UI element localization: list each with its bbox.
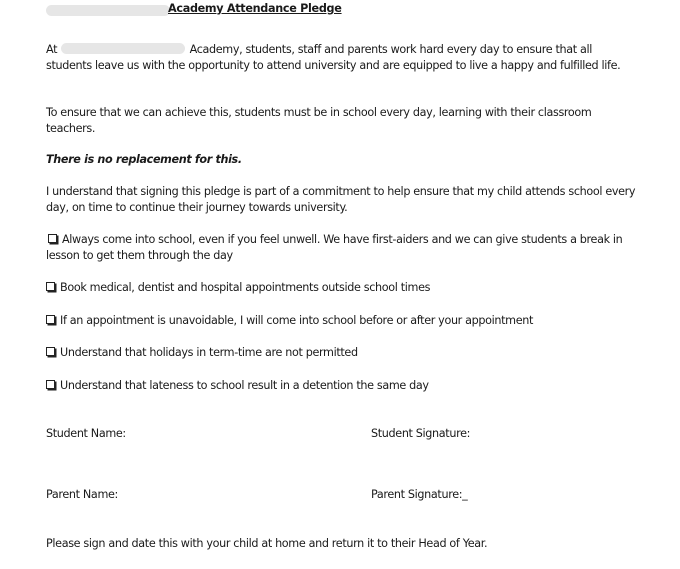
parent-name-field[interactable]: Parent Name: bbox=[46, 488, 118, 501]
intro-text: Academy, students, staff and parents work hard every day to ensure that all students leave us with the opportunity to attend university and are equipped to live a happy and fulfilled life. bbox=[46, 43, 621, 72]
pledge-item bbox=[46, 232, 636, 264]
parent-signature-field[interactable]: Parent Signature:_ bbox=[371, 488, 468, 501]
student-name-field[interactable]: Student Name: bbox=[46, 427, 126, 440]
paragraph-attendance: To ensure that we can achieve this, students must be in school every day, learning with their classroom teachers. bbox=[46, 106, 592, 135]
pledge-item bbox=[46, 280, 636, 296]
pledge-item bbox=[46, 313, 636, 329]
checkbox-icon[interactable] bbox=[46, 315, 55, 324]
footer-instructions: Please sign and date this with your child at home and return it to their Head of Year. bbox=[46, 537, 488, 550]
redacted-school-name bbox=[46, 5, 170, 16]
intro-paragraph bbox=[46, 42, 636, 74]
pledge-item bbox=[46, 345, 636, 361]
checkbox-icon[interactable] bbox=[46, 282, 55, 291]
checkbox-icon[interactable] bbox=[46, 347, 55, 356]
pledge-text: Book medical, dentist and hospital appointments outside school times bbox=[60, 281, 431, 294]
document-title: Academy Attendance Pledge bbox=[168, 2, 342, 15]
pledge-text: If an appointment is unavoidable, I will come into school before or after your appointment bbox=[60, 314, 534, 327]
redacted-school-name-inline bbox=[61, 43, 185, 54]
pledge-text: Understand that lateness to school result in a detention the same day bbox=[60, 379, 429, 392]
emphasis-statement: There is no replacement for this. bbox=[46, 153, 242, 166]
checkbox-icon[interactable] bbox=[46, 380, 55, 389]
pledge-text: Understand that holidays in term-time are not permitted bbox=[60, 346, 358, 359]
commitment-paragraph: I understand that signing this pledge is part of a commitment to help ensure that my child attends school every day, on time to continue their journey towards university. bbox=[46, 185, 636, 214]
pledge-text: Always come into school, even if you feel unwell. We have first-aiders and we can give students a break in lesson to get them through the day bbox=[46, 233, 623, 262]
pledge-item bbox=[46, 378, 636, 394]
student-signature-field[interactable]: Student Signature: bbox=[371, 427, 471, 440]
checkbox-icon[interactable] bbox=[48, 234, 57, 243]
intro-prefix: At bbox=[46, 43, 58, 56]
